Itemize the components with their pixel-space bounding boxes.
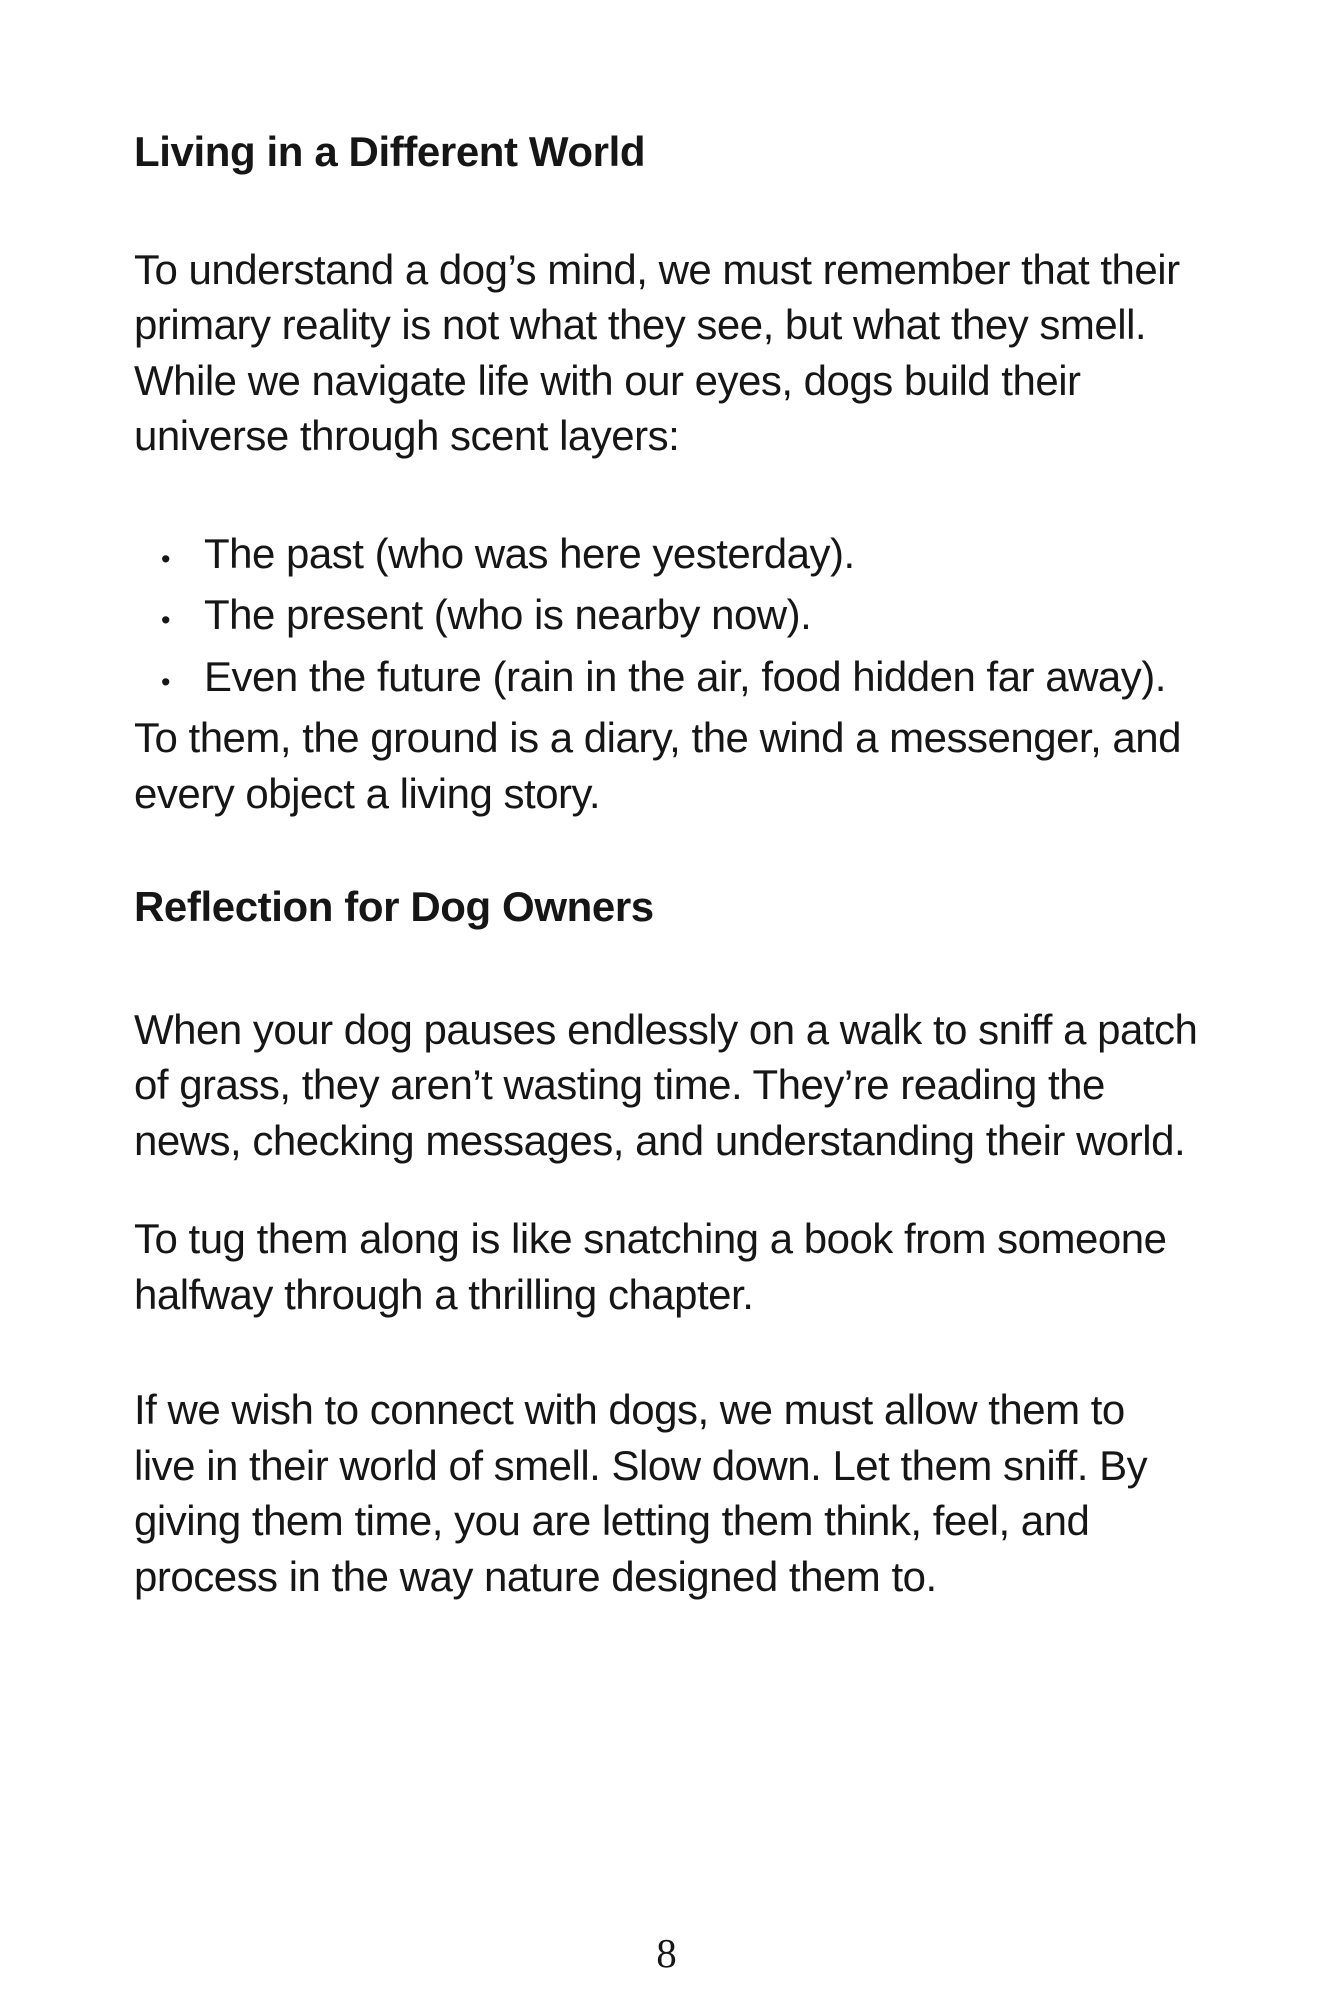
text-line: process in the way nature designed them to. xyxy=(134,1552,937,1600)
section-heading-living-in-a-different-world: Living in a Different World xyxy=(134,128,646,175)
page-number: 8 xyxy=(656,1930,677,1976)
text-line: live in their world of smell. Slow down. Let them sniff. By xyxy=(134,1441,1148,1489)
bullet-icon: • xyxy=(161,543,171,574)
text-line: giving them time, you are letting them think, feel, and xyxy=(134,1497,1090,1544)
text-line: To them, the ground is a diary, the wind a messenger, and xyxy=(134,714,1182,761)
text-line: halfway through a thrilling chapter. xyxy=(134,1270,754,1318)
paragraph-4 xyxy=(134,1211,1196,1322)
bullet-icon: • xyxy=(161,605,171,635)
text-line: every object a living story. xyxy=(134,769,601,817)
text-line: universe through scent layers: xyxy=(134,412,680,459)
text-line: When your dog pauses endlessly on a walk to sniff a patch xyxy=(134,1005,1198,1053)
text-line: If we wish to connect with dogs, we must allow them to xyxy=(134,1386,1125,1433)
paragraph-3 xyxy=(134,1002,1196,1169)
bullet-list xyxy=(134,526,1196,711)
bullet-text: The present (who is nearby now). xyxy=(204,591,812,638)
text-line: To understand a dog’s mind, we must remember that their xyxy=(134,245,1180,293)
page-content xyxy=(134,124,1196,1604)
paragraph-1 xyxy=(134,242,1196,464)
bullet-text: The past (who was here yesterday). xyxy=(204,529,855,577)
text-line: To tug them along is like snatching a book from someone xyxy=(134,1215,1167,1262)
text-line: news, checking messages, and understanding their world. xyxy=(134,1116,1186,1164)
paragraph-2 xyxy=(134,710,1196,821)
bullet-text: Even the future (rain in the air, food hidden far away). xyxy=(204,652,1166,700)
paragraph-5 xyxy=(134,1382,1196,1604)
text-line: of grass, they aren’t wasting time. They’re reading the xyxy=(134,1061,1105,1108)
section-heading-reflection-for-dog-owners: Reflection for Dog Owners xyxy=(134,883,654,930)
list-item xyxy=(134,649,1196,711)
list-item xyxy=(134,526,1196,588)
list-item xyxy=(134,587,1196,649)
text-line: While we navigate life with our eyes, dogs build their xyxy=(134,356,1081,404)
bullet-icon: • xyxy=(161,666,171,697)
text-line: primary reality is not what they see, but what they smell. xyxy=(134,301,1147,348)
